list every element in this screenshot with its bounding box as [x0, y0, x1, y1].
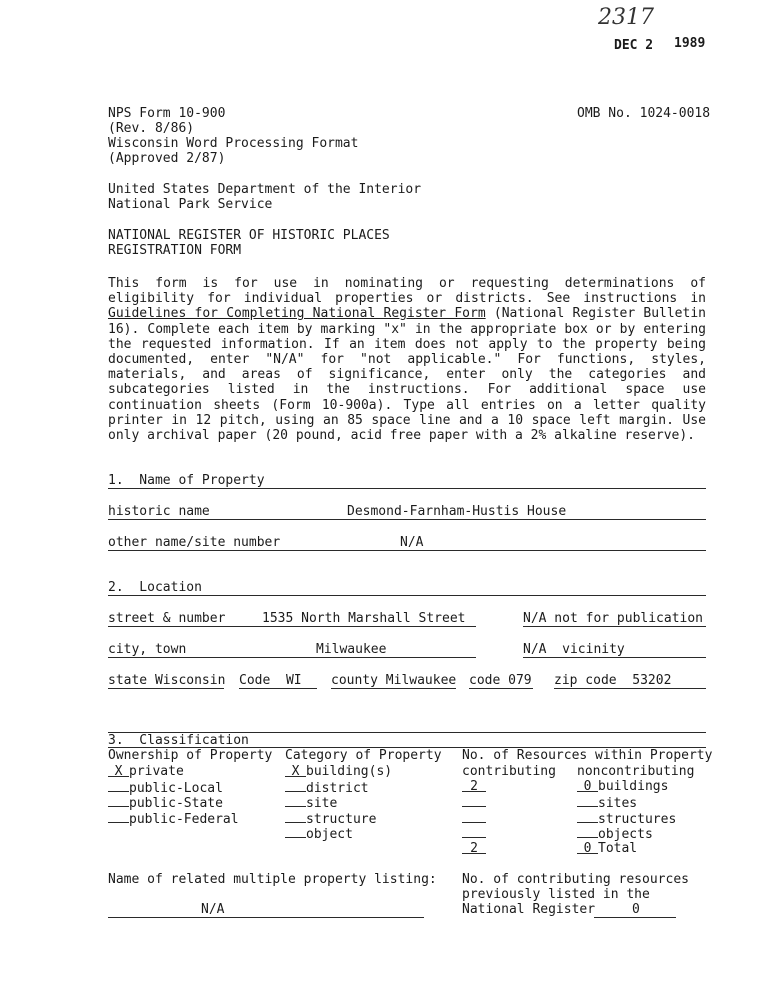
previously-listed-line2: previously listed in the	[462, 887, 650, 902]
county-code: code 079	[469, 673, 532, 688]
not-for-publication-rule	[523, 626, 706, 627]
contributing-blank[interactable]: 2	[462, 779, 486, 792]
previously-listed-rule	[594, 917, 676, 918]
vicinity[interactable]: N/A vicinity	[523, 642, 625, 657]
contributing-blank[interactable]	[462, 794, 486, 807]
contributing-total-blank[interactable]: 2	[462, 841, 486, 854]
category-label: object	[306, 827, 353, 842]
street-value[interactable]: 1535 North Marshall Street	[262, 611, 466, 626]
contributing-count[interactable]	[462, 825, 486, 842]
noncontributing-count[interactable]	[577, 794, 637, 811]
street-rule	[108, 626, 476, 627]
guidelines-link-text: Guidelines for Completing National Register Form	[108, 306, 486, 322]
category-checkbox[interactable]	[285, 779, 306, 792]
received-year-stamp: 1989	[674, 36, 706, 51]
category-option[interactable]	[285, 764, 392, 779]
contributing-total[interactable]	[462, 841, 486, 856]
noncontributing-total-blank[interactable]: 0	[577, 841, 598, 854]
category-label: building(s)	[306, 764, 393, 779]
category-label: structure	[306, 812, 377, 827]
county-label: county Milwaukee	[331, 673, 457, 688]
previously-listed-value[interactable]: 0	[632, 902, 640, 917]
historic-name-label: historic name	[108, 504, 210, 519]
form-approved: (Approved 2/87)	[108, 151, 226, 166]
instructions-text-1: This form is for use in nominating or requesting determinations of eligibility for individual properties or districts. See instructions in	[108, 276, 706, 307]
not-for-publication[interactable]: N/A not for publication	[523, 611, 704, 626]
instructions-text-2: (National Register Bulletin 16). Complete each item by marking "x" in the appropriate box or by entering the requested information. If an item does not apply to the property being documented, enter "N/A" for "not applicable." For functions, styles, materials, and areas of significance, enter only the categories and subcategories listed in the instructions. For additional space use continuation sheets (Form 10-900a). Type all entries on a letter quality printer in 12 pitch, using an 85 space line and a 10 space left margin. Use only archival paper (20 pound, acid free paper with a 2% alkaline reserve).	[108, 306, 706, 444]
contributing-blank[interactable]	[462, 810, 486, 823]
previously-listed-line3: National Register	[462, 902, 596, 917]
category-header: Category of Property	[285, 748, 442, 763]
ownership-checkbox[interactable]: X	[108, 764, 129, 777]
state-label: state Wisconsin	[108, 673, 226, 688]
document-title: NATIONAL REGISTER OF HISTORIC PLACES	[108, 228, 390, 243]
ownership-checkbox[interactable]	[108, 779, 129, 792]
form-revision: (Rev. 8/86)	[108, 121, 195, 136]
category-label: site	[306, 796, 338, 811]
resources-header: No. of Resources within Property	[462, 748, 713, 763]
category-checkbox[interactable]	[285, 810, 306, 823]
noncontributing-blank[interactable]: 0	[577, 779, 598, 792]
category-checkbox[interactable]	[285, 794, 306, 807]
ownership-checkbox[interactable]	[108, 810, 129, 823]
section2-heading: 2. Location	[108, 580, 202, 595]
related-listing-label: Name of related multiple property listing:	[108, 872, 437, 887]
state-rule-5	[554, 688, 706, 689]
ownership-header: Ownership of Property	[108, 748, 273, 763]
noncontributing-blank[interactable]	[577, 794, 598, 807]
previously-listed-line1: No. of contributing resources	[462, 872, 689, 887]
related-listing-rule	[108, 917, 424, 918]
city-value[interactable]: Milwaukee	[316, 642, 387, 657]
street-label: street & number	[108, 611, 226, 626]
document-subtitle: REGISTRATION FORM	[108, 243, 242, 258]
contributing-header: contributing	[462, 764, 556, 779]
section1-heading: 1. Name of Property	[108, 473, 265, 488]
vicinity-rule	[523, 657, 706, 658]
noncontributing-blank[interactable]	[577, 825, 598, 838]
omb-number: OMB No. 1024-0018	[577, 106, 711, 121]
noncontributing-blank[interactable]	[577, 810, 598, 823]
contributing-count[interactable]	[462, 794, 486, 811]
category-checkbox[interactable]	[285, 825, 306, 838]
ownership-label: public-State	[129, 796, 223, 811]
form-format: Wisconsin Word Processing Format	[108, 136, 359, 151]
noncontributing-total[interactable]	[577, 841, 637, 856]
noncontributing-count[interactable]	[577, 825, 653, 842]
historic-name-value[interactable]: Desmond-Farnham-Hustis House	[347, 504, 567, 519]
state-rule-1	[108, 688, 224, 689]
contributing-blank[interactable]	[462, 825, 486, 838]
noncontributing-header: noncontributing	[577, 764, 695, 779]
ownership-option[interactable]	[108, 764, 184, 779]
ownership-label: public-Federal	[129, 812, 239, 827]
section2-rule	[108, 595, 706, 596]
state-code: Code WI	[239, 673, 302, 688]
category-label: district	[306, 781, 369, 796]
ownership-option[interactable]	[108, 810, 239, 827]
resource-label: objects	[598, 827, 653, 842]
related-listing-value[interactable]: N/A	[201, 902, 225, 917]
category-checkbox[interactable]: X	[285, 764, 306, 777]
noncontributing-count[interactable]	[577, 779, 668, 794]
resource-label: structures	[598, 812, 677, 827]
service-name: National Park Service	[108, 197, 273, 212]
resource-label: buildings	[598, 779, 669, 794]
form-number: NPS Form 10-900	[108, 106, 226, 121]
section1-rule	[108, 488, 706, 489]
contributing-count[interactable]	[462, 779, 486, 794]
instructions-paragraph	[108, 276, 706, 443]
other-name-label: other name/site number	[108, 535, 281, 550]
state-rule-4	[469, 688, 533, 689]
ownership-label: public-Local	[129, 781, 223, 796]
category-option[interactable]	[285, 794, 337, 811]
category-option[interactable]	[285, 825, 353, 842]
section3-heading: 3. Classification	[108, 733, 249, 748]
handwritten-number: 2317	[598, 5, 654, 30]
ownership-option[interactable]	[108, 794, 223, 811]
other-name-value[interactable]: N/A	[400, 535, 424, 550]
other-name-rule	[108, 550, 706, 551]
ownership-checkbox[interactable]	[108, 794, 129, 807]
department-name: United States Department of the Interior	[108, 182, 422, 197]
resource-label: sites	[598, 796, 638, 811]
resource-label: Total	[598, 841, 638, 856]
state-rule-2	[239, 688, 317, 689]
zip-code: zip code 53202	[554, 673, 672, 688]
ownership-label: private	[129, 764, 184, 779]
received-date-stamp: DEC 2	[614, 38, 654, 53]
city-rule	[108, 657, 476, 658]
city-label: city, town	[108, 642, 187, 657]
historic-name-rule	[108, 519, 706, 520]
state-rule-3	[331, 688, 456, 689]
